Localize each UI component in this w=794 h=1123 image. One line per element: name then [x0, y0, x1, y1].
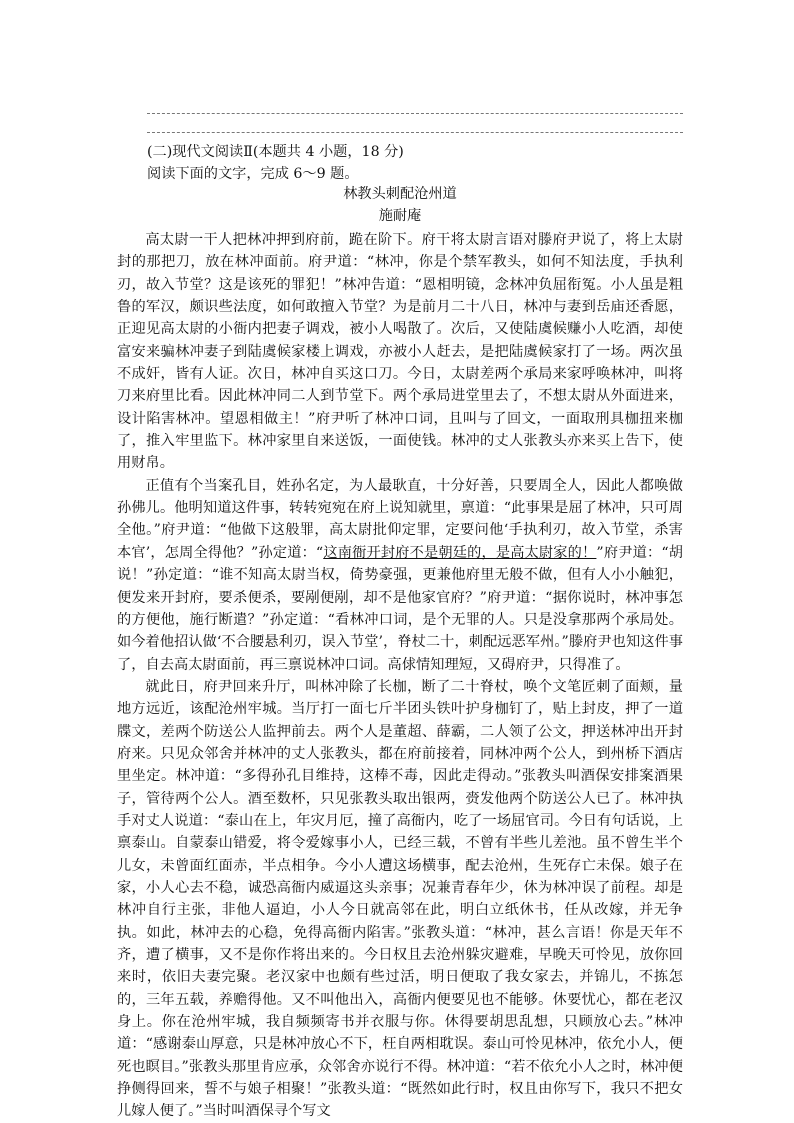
- article-body: [117, 229, 683, 1123]
- section-header: [147, 141, 404, 185]
- section-heading: (二)现代文阅读Ⅱ(本题共 4 小题，18 分): [147, 144, 404, 160]
- answer-line-1: [147, 113, 683, 114]
- paragraph-2-text-a: 正值有个当案孔目，姓孙名定，为人最耿直，十分好善，只要周全人，因此人都唤做孙佛儿。他明知道这件事，转转宛宛在府上说知就里，禀道：“此事果是屈了林冲，只可周全他。”府尹道：“他做下这般罪，高太尉批仰定罪，定要问他‘手执利刃，故入节堂，杀害本官’，怎周全得他？”孙定道：“: [117, 477, 683, 561]
- underlined-sentence: 这南衙开封府不是朝廷的，是高太尉家的！: [323, 544, 597, 561]
- paragraph-2-text-b: ”府尹道：“胡说！”孙定道：“谁不知高太尉当权，倚势豪强，更兼他府里无般不做，但有人小小触犯，便发来开封府，要杀便杀，要剐便剐，却不是他家官府？”府尹道：“据你说时，林冲事怎的方便他，施行断遣？”孙定道：“看林冲口词，是个无罪的人。只是没拿那两个承局处。如今着他招认做‘不合腰悬利刃，误入节堂’，脊杖二十，刺配远恶军州。”滕府尹也知这件事了，自去高太尉面前，再三禀说林冲口词。高俅情知理短，又碍府尹，只得准了。: [117, 544, 684, 673]
- paragraph-1: 高太尉一干人把林冲押到府前，跪在阶下。府干将太尉言语对滕府尹说了，将上太尉封的那把刀，放在林冲面前。府尹道：“林冲，你是个禁军教头，如何不知法度，手执利刃，故入节堂？这是该死的罪犯！”林冲告道：“恩相明镜，念林冲负屈衔冤。小人虽是粗鲁的军汉，颇识些法度，如何敢擅入节堂？为是前月二十八日，林冲与妻到岳庙还香愿，正迎见高太尉的小衙内把妻子调戏，被小人喝散了。次后，又使陆虞候赚小人吃酒，却使富安来骗林冲妻子到陆虞候家楼上调戏，亦被小人赶去，是把陆虞候家打了一场。两次虽不成奸，皆有人证。次日，林冲自买这口刀。今日，太尉差两个承局来家呼唤林冲，叫将刀来府里比看。因此林冲同二人到节堂下。两个承局进堂里去了，不想太尉从外面进来，设计陷害林冲。望恩相做主！”府尹听了林冲口词，且叫与了回文，一面取刑具枷扭来枷了，推入牢里监下。林冲家里自来送饭，一面使钱。林冲的丈人张教头亦来买上告下，使用财帛。: [117, 232, 683, 472]
- instruction-text: 阅读下面的文字，完成 6～9 题。: [147, 166, 359, 182]
- paragraph-2: [117, 475, 683, 676]
- article-author: 施耐庵: [378, 208, 422, 224]
- paragraph-3: 就此日，府尹回来升厅，叫林冲除了长枷，断了二十脊杖，唤个文笔匠刺了面颊，量地方远近，该配沧州牢城。当厅打一面七斤半团头铁叶护身枷钉了，贴上封皮，押了一道牒文，差两个防送公人监押前去。两个人是董超、薛霸，二人领了公文，押送林冲出开封府来。只见众邻舍并林冲的丈人张教头，都在府前接着，同林冲两个公人，到州桥下酒店里坐定。林冲道：“多得孙孔目维持，这棒不毒，因此走得动。”张教头叫酒保安排案酒果子，管待两个公人。酒至数杯，只见张教头取出银两，赍发他两个防送公人已了。林冲执手对丈人说道：“泰山在上，年灾月厄，撞了高衙内，吃了一场屈官司。今日有句话说，上禀泰山。自蒙泰山错爱，将令爱嫁事小人，已经三载，不曾有半些儿差池。虽不曾生半个儿女，未曾面红面赤，半点相争。今小人遭这场横事，配去沧州，生死存亡未保。娘子在家，小人心去不稳，诚恐高衙内威逼这头亲事；况兼青春年少，休为林冲误了前程。却是林冲自行主张，非他人逼迫，小人今日就高邻在此，明白立纸休书，任从改嫁，并无争执。如此，林冲去的心稳，免得高衙内陷害。”张教头道：“林冲，甚么言语！你是天年不齐，遭了横事，又不是你作将出来的。今日权且去沧州躲灾避难，早晚天可怜见，放你回来时，依旧夫妻完聚。老汉家中也颇有些过活，明日便取了我女家去，并锦儿，不拣怎的，三年五载，养赡得他。又不叫他出入，高衙内便要见也不能够。休要忧心，都在老汉身上。你在沧州牢城，我自频频寄书并衣服与你。休得要胡思乱想，只顾放心去。”林冲道：“感谢泰山厚意，只是林冲放心不下，枉自两相耽误。泰山可怜见林冲，依允小人，便死也瞑目。”张教头那里肯应承，众邻舍亦说行不得。林冲道：“若不依允小人之时，林冲便挣侧得回来，誓不与娘子相聚！”张教头道：“既然如此行时，权且由你写下，我只不把女儿嫁人便了。”当时叫酒保寻个写文: [117, 678, 683, 1120]
- article-title: 林教头刺配沧州道: [343, 186, 457, 202]
- answer-line-2: [147, 132, 683, 133]
